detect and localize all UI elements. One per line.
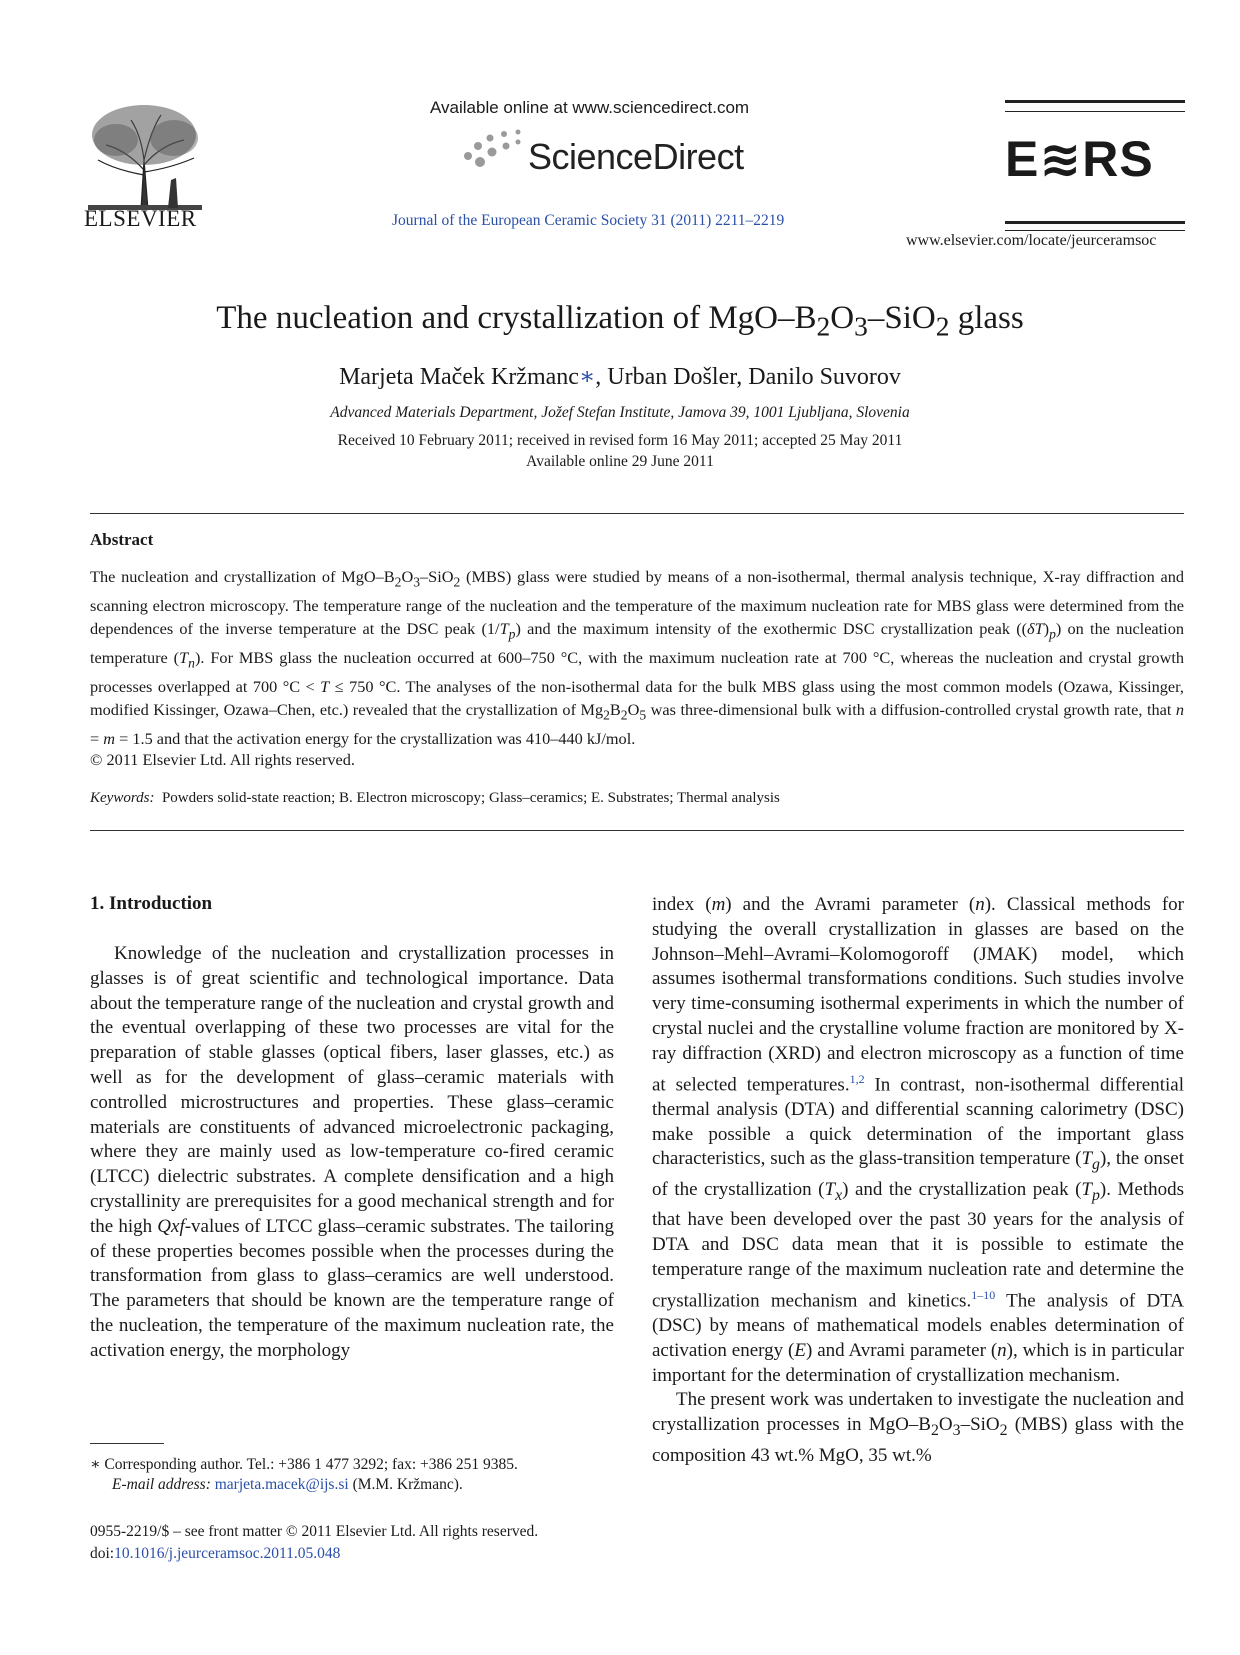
- keywords: [90, 790, 780, 807]
- sciencedirect-wordmark: ScienceDirect: [528, 136, 744, 177]
- intro-paragraph-1: Knowledge of the nucleation and crystallization processes in glasses is of great scientific and technological importance. Data about the temperature range of the nucleation and crystal growth and the eventual overlapping of these two processes are vital for the preparation of stable glasses (optical fibers, laser glasses, etc.) as well as for the development of glass–ceramic materials with controlled microstructures and properties. These glass–ceramic materials are constituents of advanced microelectronic packaging, where they are mainly used as low-temperature co-fired ceramic (LTCC) dielectric substrates. A complete densification and a high crystallinity are prerequisites for a good mechanical strength and for the high Qxf-values of LTCC glass–ceramic substrates. The tailoring of these properties becomes possible when the processes during the transformation from glass to glass–ceramics are well understood. The parameters that should be known are the temperature range of the nucleation, the temperature of the maximum nucleation rate, the activation energy, the morphology: [90, 943, 614, 1361]
- abstract-bottom-rule: [90, 830, 1184, 831]
- section-heading-introduction: 1. Introduction: [90, 893, 213, 914]
- email-link[interactable]: marjeta.macek@ijs.si: [214, 1476, 349, 1493]
- elsevier-tree-logo: [86, 100, 204, 212]
- email-suffix: (M.M. Kržmanc).: [348, 1476, 463, 1493]
- left-column: [90, 942, 614, 1364]
- front-matter: [90, 1521, 538, 1565]
- journal-citation-link[interactable]: Journal of the European Ceramic Society 31 (2011) 2211–2219: [392, 212, 785, 229]
- ecers-top-rule: [1005, 100, 1185, 112]
- abstract-copyright: © 2011 Elsevier Ltd. All rights reserved.: [90, 750, 355, 769]
- email-label: E-mail address:: [112, 1476, 211, 1493]
- keywords-label: Keywords:: [90, 790, 155, 806]
- doi-line: [90, 1543, 538, 1565]
- abstract-heading: Abstract: [90, 530, 154, 549]
- elsevier-wordmark: ELSEVIER: [84, 206, 197, 231]
- affiliation: Advanced Materials Department, Jožef Stefan Institute, Jamova 39, 1001 Ljubljana, Slovenia: [330, 404, 910, 421]
- journal-url[interactable]: www.elsevier.com/locate/jeurceramsoc: [906, 232, 1157, 249]
- available-online-text: Available online at www.sciencedirect.com: [430, 98, 750, 117]
- front-matter-line: 0955-2219/$ – see front matter © 2011 Elsevier Ltd. All rights reserved.: [90, 1523, 539, 1540]
- corresponding-author-footnote: ∗ Corresponding author. Tel.: +386 1 477 3292; fax: +386 251 9385.: [90, 1456, 518, 1473]
- ecers-logo: E≋RS: [1005, 131, 1154, 187]
- online-date: Available online 29 June 2011: [526, 453, 714, 470]
- doi-link[interactable]: 10.1016/j.jeurceramsoc.2011.05.048: [114, 1545, 341, 1562]
- abstract-top-rule: [90, 513, 1184, 514]
- intro-paragraph-1-cont: index (m) and the Avrami parameter (n). Classical methods for studying the overall crystallization in glasses are based on the Johnson–Mehl–Avrami–Kolomogoroff (JMAK) model, which assumes isothermal transformations conditions. Such studies involve very time-consuming isothermal experiments in which the number of crystal nuclei and the crystalline volume fraction are monitored by X-ray diffraction (XRD) and electron microscopy as a function of time at selected temperatures.$^{1,2}$ In contrast, non-isothermal differential thermal analysis (DTA) and differential scanning calorimetry (DSC) make possible a quick determination of the important glass characteristics, such as the glass-transition temperature $(T_g)$, the onset of the crystallization $(T_x)$ and the crystallization peak $(T_p)$. Methods that have been developed over the past 30 years for the analysis of DTA and DSC data mean that it is possible to estimate the temperature range of the maximum nucleation rate and determine the crystallization mechanism and kinetics.$^{1-10}$ The analysis of DTA (DSC) by means of mathematical models enables determination of activation energy (E) and Avrami parameter (n), which is in particular important for the determination of crystallization mechanism.: [652, 894, 1185, 1386]
- received-dates: Received 10 February 2011; received in revised form 16 May 2011; accepted 25 May 2011: [337, 432, 903, 449]
- intro-paragraph-2: The present work was undertaken to investigate the nucleation and crystallization processes in MgO–$B_2O_3-SiO_2$ (MBS) glass with the composition 43 wt.% MgO, 35 wt.%: [652, 1389, 1184, 1466]
- ecers-bottom-rule: [1005, 221, 1185, 231]
- article-title: The nucleation and crystallization of MgO–$B_2O_3-SiO_2$ glass: [216, 300, 1024, 342]
- doi-label: doi:: [90, 1545, 115, 1562]
- right-column: [652, 893, 1184, 1469]
- email-footnote: [112, 1476, 463, 1494]
- sciencedirect-dots-icon: [460, 124, 530, 172]
- keywords-list: Powders solid-state reaction; B. Electron microscopy; Glass–ceramics; E. Substrates; Thermal analysis: [161, 790, 780, 806]
- abstract-text: The nucleation and crystallization of MgO–$B_2O_3-SiO_2$ (MBS) glass were studied by means of a non-isothermal, thermal analysis technique, X-ray diffraction and scanning electron microscopy. The temperature range of the nucleation and the temperature of the maximum nucleation rate for MBS glass were determined from the dependences of the inverse temperature at the DSC peak $(1/T_p)$ and the maximum intensity of the exothermic DSC crystallization peak $((\delta T)_p)$ on the nucleation temperature $(T_n)$. For MBS glass the nucleation occurred at 600–750 °C, with the maximum nucleation rate at 700 °C, whereas the nucleation and crystal growth processes overlapped at 700 °C < T ≤ 750 °C. The analyses of the non-isothermal data for the bulk MBS glass using the most common models (Ozawa, Kissinger, modified Kissinger, Ozawa–Chen, etc.) revealed that the crystallization of $Mg_2B_2O_5$ was three-dimensional bulk with a diffusion-controlled crystal growth rate, that n = m = 1.5 and that the activation energy for the crystallization was 410–440 kJ/mol.: [90, 567, 1184, 748]
- footnote-rule: [90, 1443, 164, 1444]
- author-list: Marjeta Maček Kržmanc∗, Urban Došler, Danilo Suvorov: [339, 364, 901, 390]
